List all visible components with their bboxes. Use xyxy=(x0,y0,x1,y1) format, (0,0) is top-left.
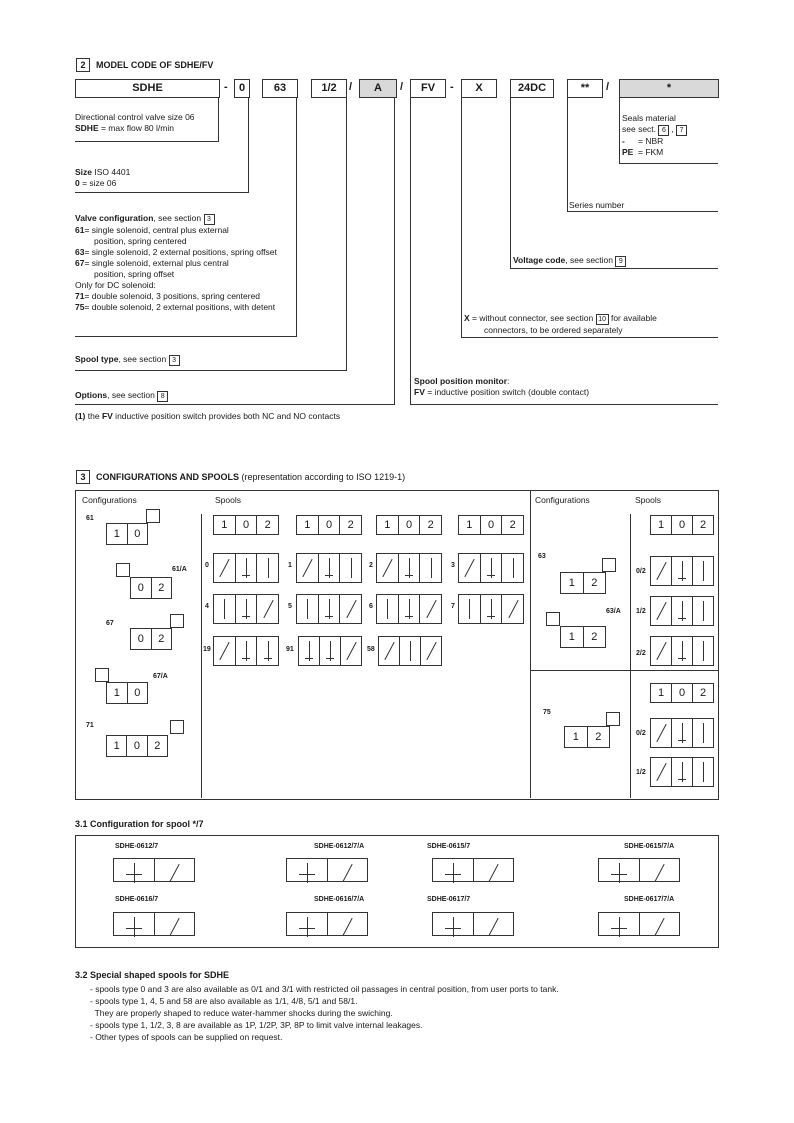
code-x: X xyxy=(461,79,497,98)
desc-spool: Spool type, see section 3 xyxy=(75,354,186,366)
desc-config: Valve configuration, see section 3 61= single solenoid, central plus external position, spring centered 63= single solenoid, 2 external positions, spring offset 67= single solenoid, external plus central position, spring offset Only for DC solenoid: 71= double solenoid, 3 positions, spring centered 75= double solenoid, 2 external positions, with detent xyxy=(75,213,277,312)
col-configurations-left: Configurations xyxy=(82,495,137,505)
spool-symbol xyxy=(378,636,442,666)
spool-symbol xyxy=(458,553,524,583)
config-label: 61 xyxy=(86,515,94,522)
section-3-2-title: 3.2 Special shaped spools for SDHE xyxy=(75,970,230,980)
code-fv: FV xyxy=(410,79,446,98)
spool7-symbol xyxy=(286,912,368,936)
desc-monitor: Spool position monitor: FV = inductive position switch (double contact) xyxy=(414,376,590,397)
spool-symbol xyxy=(650,556,714,586)
special-spools-notes xyxy=(90,983,710,1043)
note-item: - spools type 1, 1/2, 3, 8 are available as 1P, 1/2P, 3P, 8P to limit valve internal leakages. xyxy=(90,1020,423,1030)
spool7-symbol xyxy=(432,912,514,936)
desc-series: Series number xyxy=(569,200,625,210)
spool-symbol xyxy=(650,718,714,748)
config-61-symbol: 1 0 xyxy=(106,523,148,545)
code-voltage: 24DC xyxy=(510,79,554,98)
config-63-symbol: 1 2 xyxy=(560,572,606,594)
spool7-symbol xyxy=(598,912,680,936)
positions-box: 1 0 2 xyxy=(458,515,524,535)
spool-symbol xyxy=(650,636,714,666)
config-71-symbol: 1 0 2 xyxy=(106,735,168,757)
positions-box: 1 0 2 xyxy=(296,515,362,535)
positions-box: 1 0 2 xyxy=(650,683,714,703)
code-config: 63 xyxy=(262,79,298,98)
col-spools-left: Spools xyxy=(215,495,241,505)
solenoid-icon xyxy=(170,720,184,734)
positions-box: 1 0 2 xyxy=(650,515,714,535)
spool-symbol xyxy=(213,636,279,666)
config-63a-symbol: 1 2 xyxy=(560,626,606,648)
config-75-symbol: 1 2 xyxy=(564,726,610,748)
spool-symbol xyxy=(650,757,714,787)
desc-size: Size ISO 4401 0 = size 06 xyxy=(75,167,131,188)
config-label: 67/A xyxy=(153,673,168,680)
note-item: - spools type 0 and 3 are also available as 0/1 and 3/1 with restricted oil passages in central position, from user ports to tank. xyxy=(90,984,559,994)
desc-connector: X = without connector, see section 10 for available connectors, to be ordered separately xyxy=(464,313,657,335)
note-item: - spools type 1, 4, 5 and 58 are also available as 1/1, 4/8, 5/1 and 58/1. xyxy=(90,996,358,1006)
spool-symbol xyxy=(213,594,279,624)
code-series: ** xyxy=(567,79,603,98)
col-spools-right: Spools xyxy=(635,495,661,505)
spool-symbol xyxy=(296,553,362,583)
desc-valve: Directional control valve size 06 SDHE = max flow 80 l/min xyxy=(75,112,195,133)
spool-symbol xyxy=(213,553,279,583)
spool-symbol xyxy=(298,636,362,666)
code-size: 0 xyxy=(234,79,250,98)
solenoid-icon xyxy=(602,558,616,572)
footnote: (1) the FV inductive position switch provides both NC and NO contacts xyxy=(75,411,341,421)
spool7-symbol xyxy=(432,858,514,882)
col-configurations-right: Configurations xyxy=(535,495,590,505)
config-67a-symbol: 1 0 xyxy=(106,682,148,704)
solenoid-icon xyxy=(170,614,184,628)
spool7-symbol xyxy=(113,858,195,882)
code-seals: * xyxy=(619,79,719,98)
solenoid-icon xyxy=(95,668,109,682)
config-label: 67 xyxy=(106,620,114,627)
desc-seals: Seals material see sect. 6 , 7 - = NBR PE = FKM xyxy=(622,113,693,158)
desc-voltage: Voltage code, see section 9 xyxy=(513,255,632,267)
code-spool: 1/2 xyxy=(311,79,347,98)
solenoid-icon xyxy=(146,509,160,523)
spool-symbol xyxy=(296,594,362,624)
spool-symbol xyxy=(376,553,442,583)
note-item: They are properly shaped to reduce water-hammer shocks during the swiching. xyxy=(90,1008,393,1018)
config-label: 71 xyxy=(86,722,94,729)
solenoid-icon xyxy=(606,712,620,726)
solenoid-icon xyxy=(546,612,560,626)
config-label: 61/A xyxy=(172,566,187,573)
spool-symbol xyxy=(458,594,524,624)
spool7-symbol xyxy=(113,912,195,936)
spool-symbol xyxy=(650,596,714,626)
positions-box: 1 0 2 xyxy=(376,515,442,535)
spool7-symbol xyxy=(286,858,368,882)
spool7-symbol xyxy=(598,858,680,882)
note-item: - Other types of spools can be supplied on request. xyxy=(90,1032,283,1042)
section-3-title: 3 CONFIGURATIONS AND SPOOLS (representation according to ISO 1219-1) xyxy=(76,470,405,484)
code-options: A xyxy=(359,79,397,98)
config-67-symbol: 0 2 xyxy=(130,628,172,650)
section-3-1-title: 3.1 Configuration for spool */7 xyxy=(75,819,204,829)
section-2-title: 2 MODEL CODE OF SDHE/FV xyxy=(76,58,213,72)
positions-box: 1 0 2 xyxy=(213,515,279,535)
config-61a-symbol: 0 2 xyxy=(130,577,172,599)
section-number: 2 xyxy=(76,58,90,72)
spool-symbol xyxy=(376,594,442,624)
desc-options: Options, see section 8 xyxy=(75,390,174,402)
solenoid-icon xyxy=(116,563,130,577)
code-sdhe: SDHE xyxy=(75,79,220,98)
